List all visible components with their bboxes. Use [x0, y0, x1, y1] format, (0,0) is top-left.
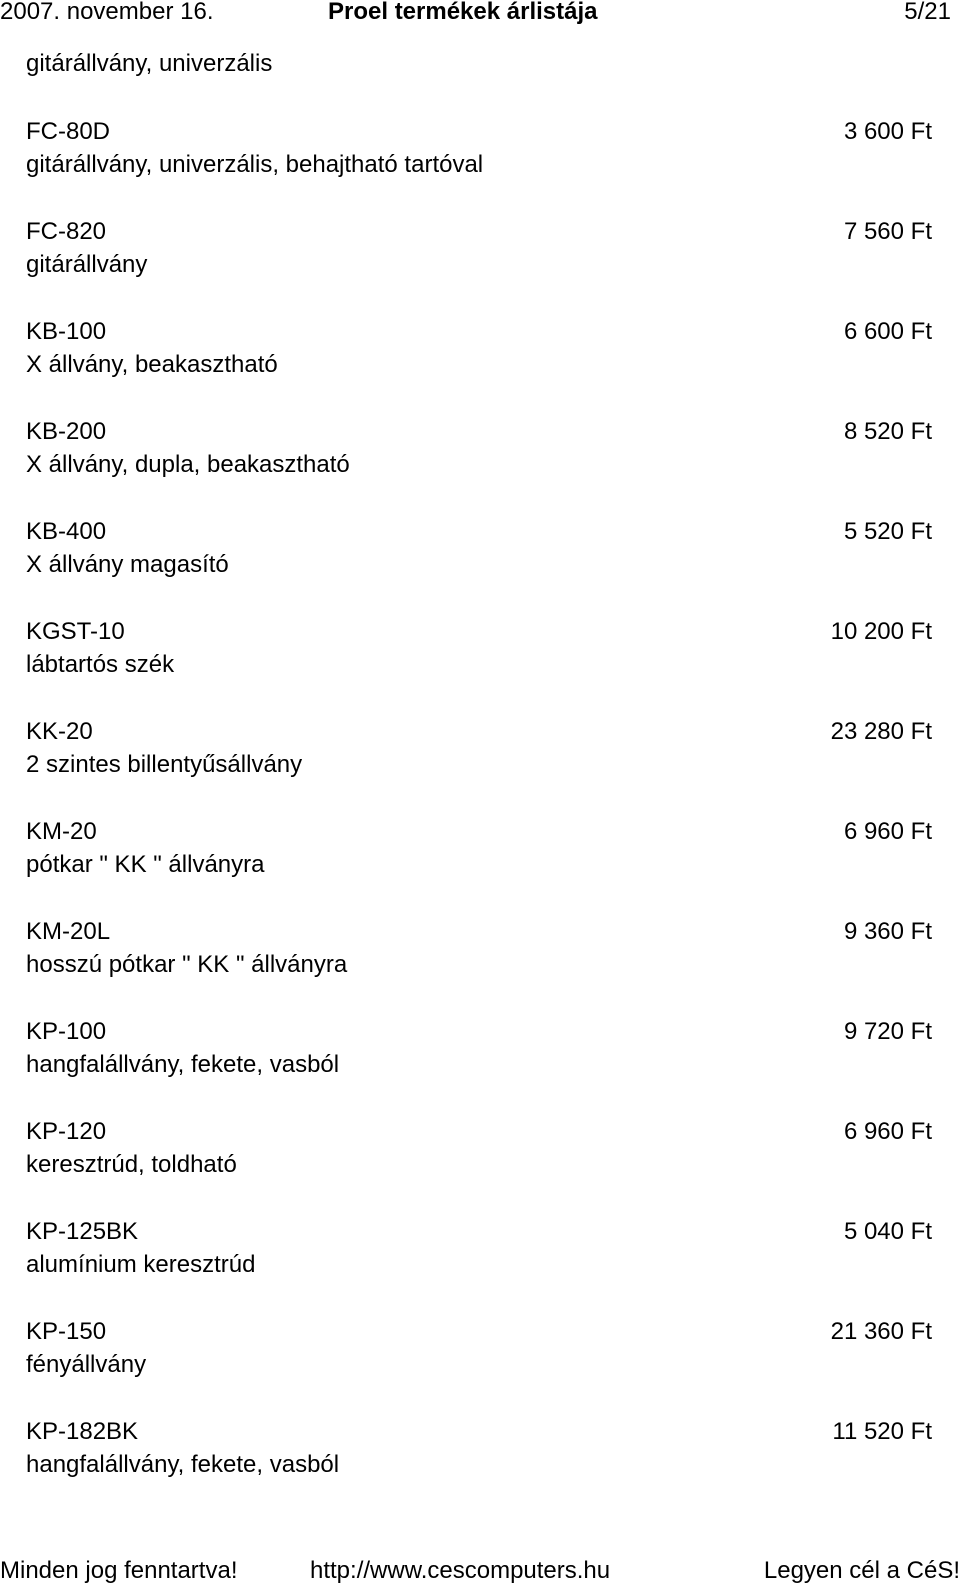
- product-row: [26, 1016, 932, 1116]
- product-code: FC-820: [26, 218, 107, 245]
- footer-website: http://www.cescomputers.hu: [310, 1557, 611, 1584]
- page-title: Proel termékek árlistája: [328, 0, 598, 25]
- product-code: KB-100: [26, 318, 107, 345]
- intro-description: gitárállvány, univerzális: [26, 50, 273, 77]
- product-price: 5 040 Ft: [843, 1218, 932, 1245]
- page-number: 5/21: [904, 0, 951, 25]
- product-row: [26, 1116, 932, 1216]
- page-header: [0, 0, 960, 28]
- product-price: 21 360 Ft: [830, 1318, 932, 1345]
- product-code: KM-20L: [26, 918, 111, 945]
- product-row: [26, 916, 932, 1016]
- product-price: 9 360 Ft: [843, 918, 932, 945]
- product-row: [26, 616, 932, 716]
- product-code: KP-182BK: [26, 1418, 139, 1445]
- product-code: KB-200: [26, 418, 107, 445]
- footer-copyright: Minden jog fenntartva!: [0, 1557, 238, 1584]
- footer-slogan: Legyen cél a CéS!: [763, 1557, 960, 1584]
- product-price: 6 960 Ft: [843, 1118, 932, 1145]
- product-description: gitárállvány, univerzális, behajtható tartóval: [26, 151, 484, 178]
- product-code: KM-20: [26, 818, 97, 845]
- product-code: KP-125BK: [26, 1218, 139, 1245]
- product-price: 6 600 Ft: [843, 318, 932, 345]
- product-row: [26, 716, 932, 816]
- product-row: [26, 116, 932, 216]
- product-row: [26, 1316, 932, 1416]
- product-description: hangfalállvány, fekete, vasból: [26, 1451, 340, 1478]
- product-row: [26, 816, 932, 916]
- product-code: KP-100: [26, 1018, 107, 1045]
- product-price: 9 720 Ft: [843, 1018, 932, 1045]
- page-footer: [0, 1557, 960, 1585]
- product-code: FC-80D: [26, 118, 111, 145]
- product-price: 3 600 Ft: [843, 118, 932, 145]
- product-description: X állvány, dupla, beakasztható: [26, 451, 350, 478]
- product-price: 23 280 Ft: [830, 718, 932, 745]
- product-list: [26, 116, 932, 1516]
- product-row: [26, 1216, 932, 1316]
- product-code: KP-150: [26, 1318, 107, 1345]
- product-row: [26, 1416, 932, 1516]
- product-row: [26, 416, 932, 516]
- product-row: [26, 216, 932, 316]
- product-row: [26, 316, 932, 416]
- product-description: hangfalállvány, fekete, vasból: [26, 1051, 340, 1078]
- product-price: 11 520 Ft: [832, 1418, 932, 1445]
- header-date: 2007. november 16.: [0, 0, 214, 25]
- product-description: hosszú pótkar " KK " állványra: [26, 951, 348, 978]
- product-price: 5 520 Ft: [843, 518, 932, 545]
- product-row: [26, 516, 932, 616]
- product-description: X állvány magasító: [26, 551, 229, 578]
- product-price: 6 960 Ft: [843, 818, 932, 845]
- product-description: X állvány, beakasztható: [26, 351, 278, 378]
- product-price: 7 560 Ft: [843, 218, 932, 245]
- product-description: alumínium keresztrúd: [26, 1251, 256, 1278]
- product-code: KP-120: [26, 1118, 107, 1145]
- product-description: 2 szintes billentyűsállvány: [26, 751, 303, 778]
- product-description: gitárállvány: [26, 251, 148, 278]
- product-code: KK-20: [26, 718, 93, 745]
- product-description: fényállvány: [26, 1351, 147, 1378]
- product-code: KB-400: [26, 518, 107, 545]
- product-price: 10 200 Ft: [830, 618, 932, 645]
- product-description: pótkar " KK " állványra: [26, 851, 265, 878]
- product-price: 8 520 Ft: [843, 418, 932, 445]
- product-description: keresztrúd, toldható: [26, 1151, 237, 1178]
- product-description: lábtartós szék: [26, 651, 175, 678]
- product-code: KGST-10: [26, 618, 125, 645]
